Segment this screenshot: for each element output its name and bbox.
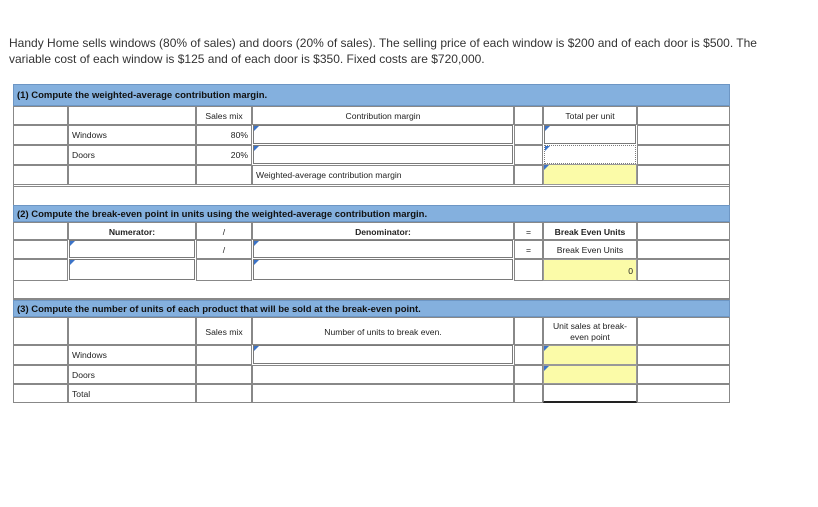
contribution-margin-windows-input[interactable]	[253, 125, 513, 144]
row-label-windows: Windows	[68, 125, 196, 145]
part1-spacer-col	[514, 106, 543, 125]
part3-right-blank	[637, 345, 730, 365]
units-to-break-even-header: Number of units to break even.	[252, 317, 514, 345]
part3-total-units	[252, 384, 514, 403]
part3-row-blank	[13, 384, 68, 403]
part3-right-blank	[637, 384, 730, 403]
total-per-unit-windows-input[interactable]	[544, 125, 636, 144]
sales-mix-header: Sales mix	[196, 106, 252, 125]
division-sign: /	[196, 240, 252, 259]
part1-right-blank	[637, 165, 730, 185]
denominator-label: Denominator:	[252, 222, 514, 240]
problem-statement: Handy Home sells windows (80% of sales) and doors (20% of sales). The selling price of each window is $200 and of each door is $500. The variable cost of each window is $125 and of each door is $350. Fixed costs are $720,000.	[9, 36, 757, 66]
part2-header: (2) Compute the break-even point in units using the weighted-average contribution margin.	[13, 205, 730, 222]
part2-right-blank	[637, 222, 730, 240]
part3-doors-units	[252, 365, 514, 384]
part1-row-blank	[13, 165, 68, 185]
row-label-doors: Doors	[68, 145, 196, 165]
part3-doors-mix	[196, 365, 252, 384]
part2-row-blank	[13, 259, 68, 281]
part3-sales-mix-header: Sales mix	[196, 317, 252, 345]
unit-sales-windows-input[interactable]	[543, 345, 637, 365]
part3-header: (3) Compute the number of units of each product that will be sold at the break-even point.	[13, 300, 730, 317]
part3-spacer-col	[514, 384, 543, 403]
part2-row-blank	[13, 222, 68, 240]
part3-total-mix	[196, 384, 252, 403]
part1-row-blank	[13, 145, 68, 165]
numerator-label-input[interactable]	[69, 240, 195, 258]
part3-row-total: Total	[68, 384, 196, 403]
unit-sales-total	[543, 384, 637, 403]
contribution-margin-doors-input[interactable]	[253, 145, 513, 164]
part3-label-col-header	[68, 317, 196, 345]
part2-row-blank	[514, 259, 543, 281]
part1-right-blank	[637, 106, 730, 125]
units-to-break-even-input[interactable]	[253, 345, 513, 364]
weighted-average-label: Weighted-average contribution margin	[252, 165, 514, 185]
numerator-label: Numerator:	[68, 222, 196, 240]
part2-row-blank	[13, 240, 68, 259]
part3-spacer-col	[514, 345, 543, 365]
part3-row-windows: Windows	[68, 345, 196, 365]
sales-mix-doors: 20%	[196, 145, 252, 165]
part3-spacer-col	[514, 317, 543, 345]
part3-spacer-col	[514, 365, 543, 384]
part3-row-blank	[13, 365, 68, 384]
division-sign: /	[196, 222, 252, 240]
unit-sales-header: Unit sales at break-even point	[543, 317, 637, 345]
contribution-margin-header: Contribution margin	[252, 106, 514, 125]
part1-row-blank	[196, 165, 252, 185]
part2-row-blank	[196, 259, 252, 281]
part1-spacer-col	[514, 165, 543, 185]
part1-spacer-col	[514, 125, 543, 145]
part1-row-header-blank	[13, 106, 68, 125]
part1-row-blank	[13, 125, 68, 145]
part1-right-blank	[637, 125, 730, 145]
part3-right-blank	[637, 365, 730, 384]
denominator-value-input[interactable]	[253, 259, 513, 280]
equals-sign: =	[514, 222, 543, 240]
part1-row-blank	[68, 165, 196, 185]
total-per-unit-header: Total per unit	[543, 106, 637, 125]
denominator-label-input[interactable]	[253, 240, 513, 258]
weighted-average-cm-input[interactable]	[543, 164, 637, 185]
numerator-value-input[interactable]	[69, 259, 195, 280]
part1-right-blank	[637, 145, 730, 165]
part1-header: (1) Compute the weighted-average contribution margin.	[13, 84, 730, 106]
total-per-unit-doors-input[interactable]	[544, 145, 636, 164]
unit-sales-doors-input[interactable]	[543, 365, 637, 384]
part3-row-blank	[13, 317, 68, 345]
part1-label-col-header	[68, 106, 196, 125]
part2-right-blank	[637, 240, 730, 259]
break-even-units-label: Break Even Units	[543, 240, 637, 259]
part3-row-doors: Doors	[68, 365, 196, 384]
part1-spacer-col	[514, 145, 543, 165]
break-even-units-value: 0	[543, 259, 637, 281]
part3-windows-mix	[196, 345, 252, 365]
part3-row-blank	[13, 345, 68, 365]
part2-right-blank	[637, 259, 730, 281]
break-even-units-header: Break Even Units	[543, 222, 637, 240]
sales-mix-windows: 80%	[196, 125, 252, 145]
equals-sign: =	[514, 240, 543, 259]
part3-right-blank	[637, 317, 730, 345]
